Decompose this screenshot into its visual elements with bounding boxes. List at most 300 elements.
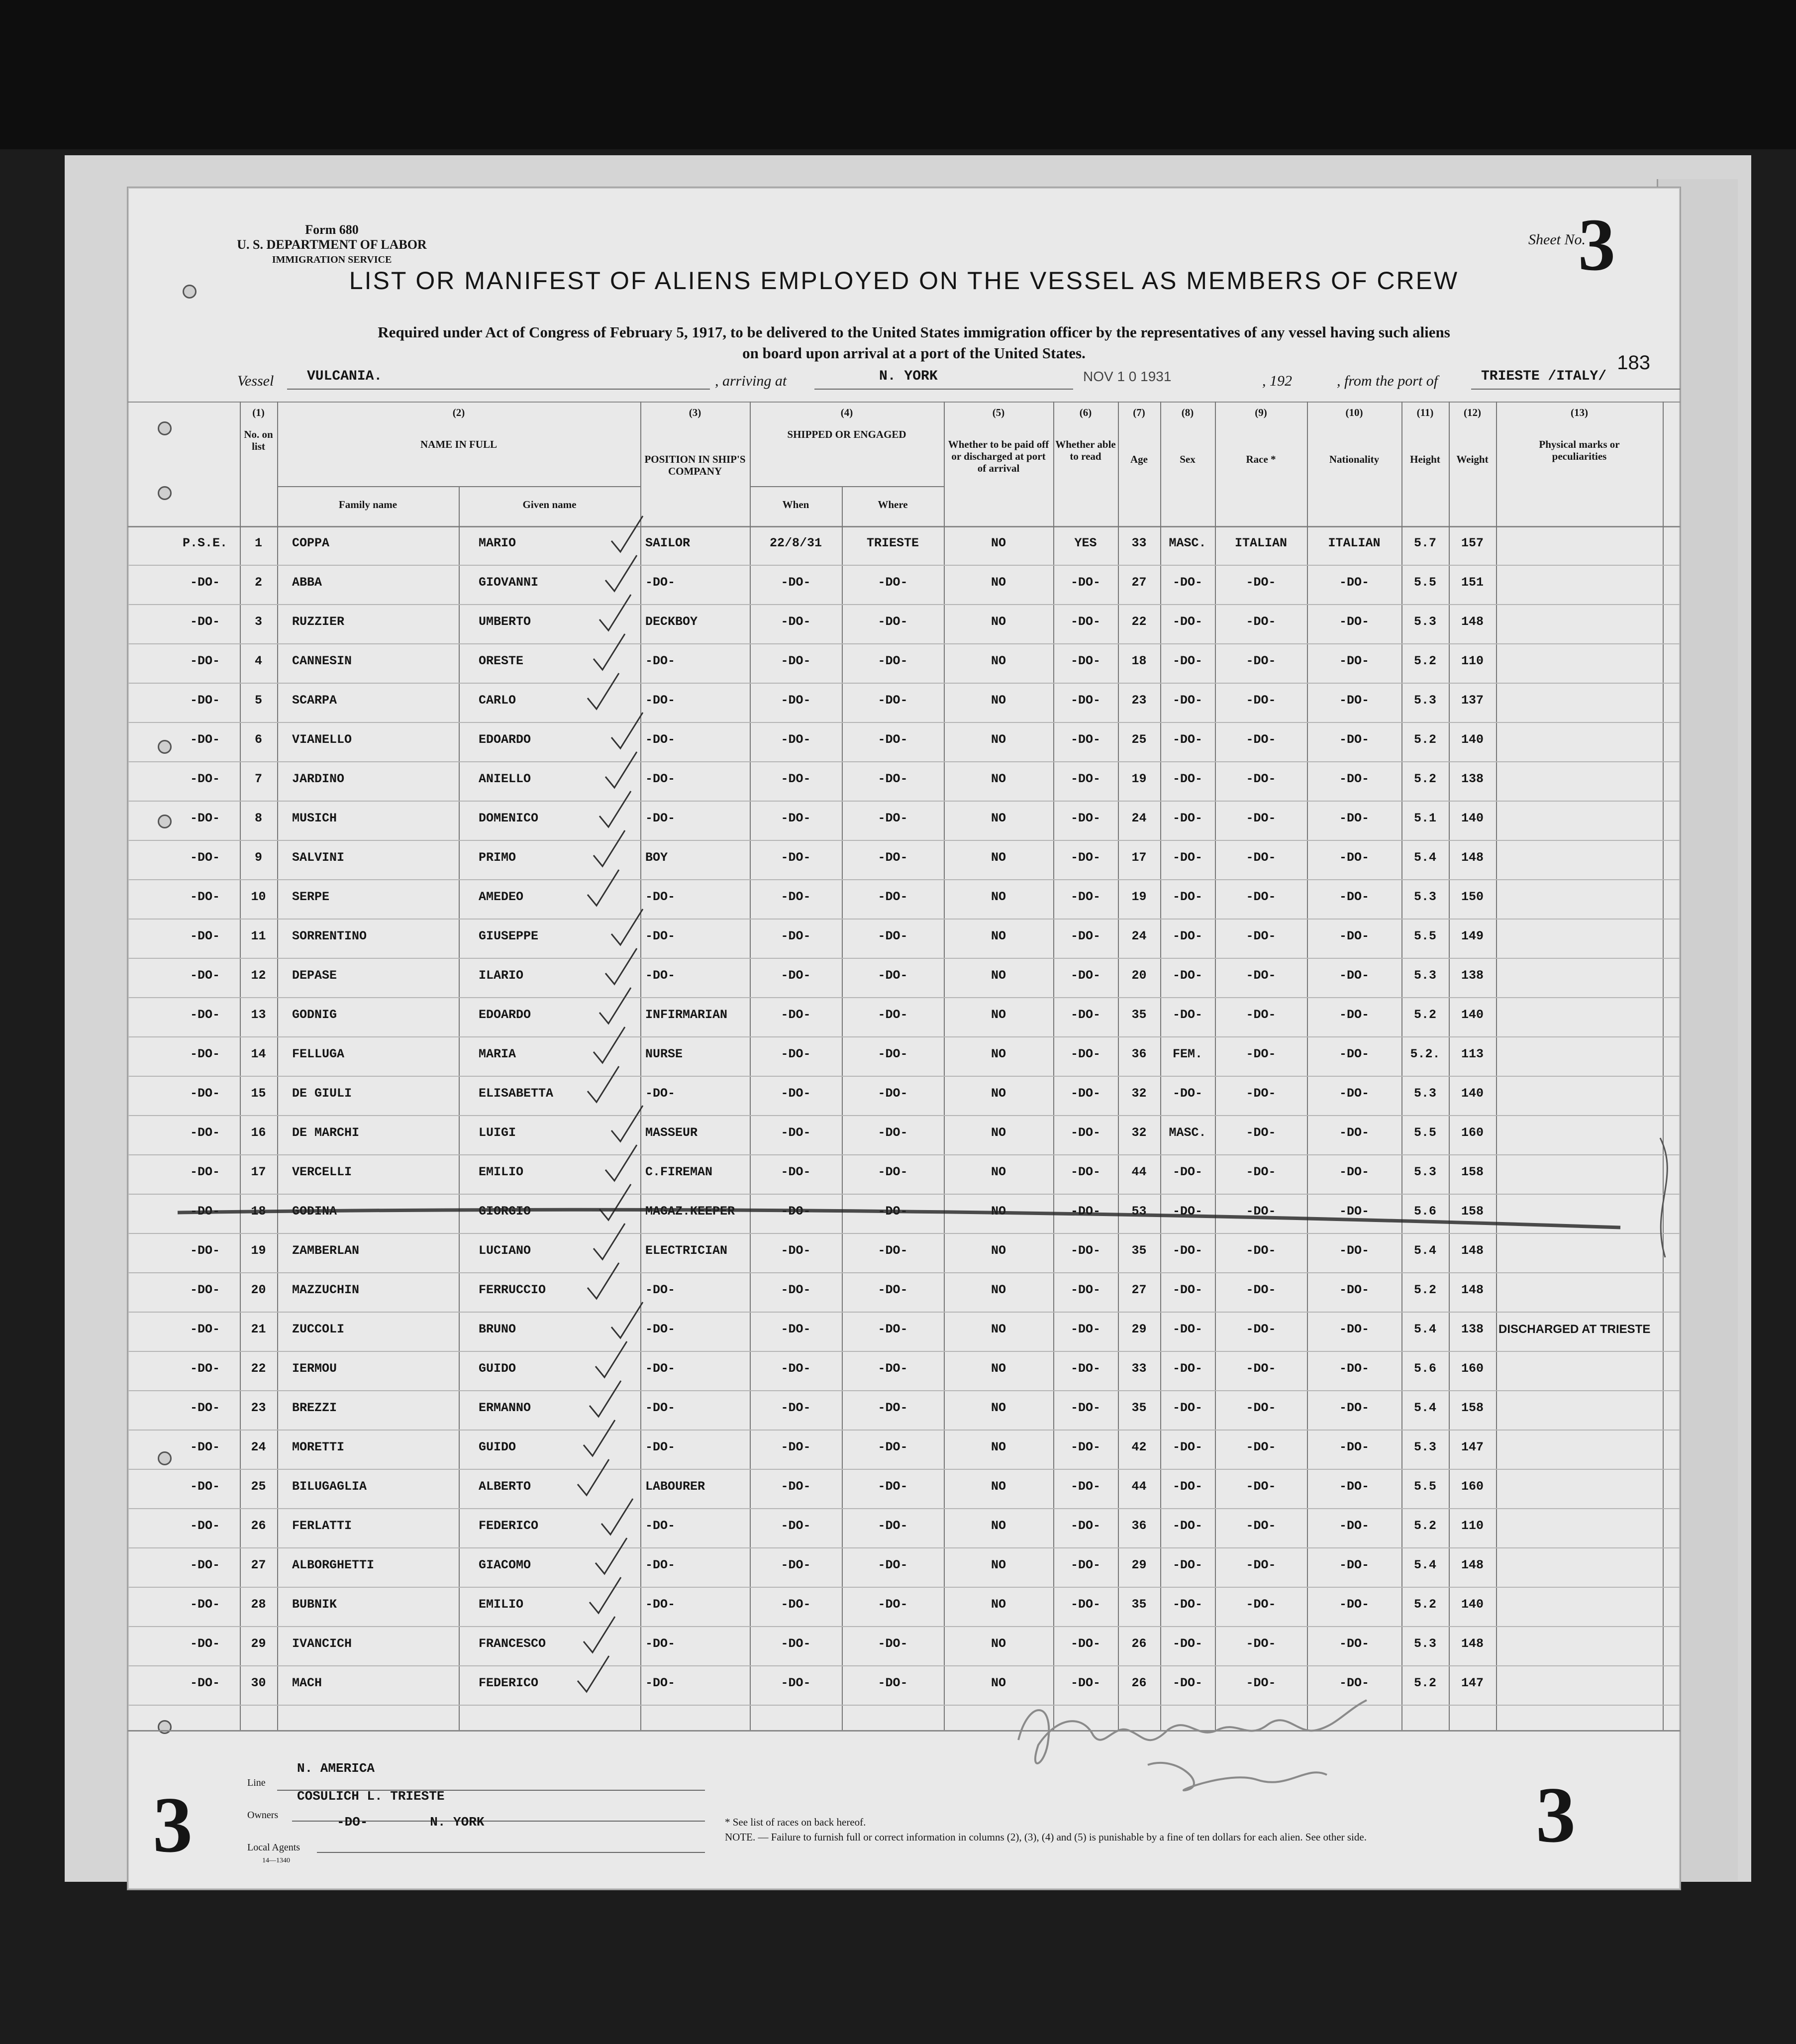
cell-nationality: -DO- <box>1339 1597 1369 1612</box>
cell-where: -DO- <box>878 1125 908 1140</box>
cell-sex: -DO- <box>1172 614 1202 629</box>
cell-read: -DO- <box>1070 1008 1100 1022</box>
cell-no: 24 <box>251 1440 266 1454</box>
tick-mark <box>590 1381 621 1417</box>
cell-position: -DO- <box>645 1322 676 1336</box>
col7-number: (7) <box>1133 407 1145 418</box>
cell-weight: 137 <box>1461 693 1484 708</box>
cell-no: 18 <box>251 1204 266 1219</box>
cell-sex: -DO- <box>1172 929 1202 943</box>
cell-no: 3 <box>254 614 262 629</box>
cell-remarks: DISCHARGED AT TRIESTE <box>1498 1323 1651 1336</box>
cell-when: -DO- <box>781 1479 811 1494</box>
cell-age: 22 <box>1131 614 1147 629</box>
footer-sheet-number-left: 3 <box>153 1780 193 1869</box>
cell-mark: -DO- <box>190 1008 220 1022</box>
scan-top-band <box>0 0 1796 149</box>
cell-weight: 110 <box>1461 1519 1484 1533</box>
cell-weight: 147 <box>1461 1440 1484 1454</box>
cell-given: GUIDO <box>479 1440 516 1454</box>
cell-family: BUBNIK <box>292 1597 337 1612</box>
cell-height: 5.3 <box>1413 1440 1436 1454</box>
cell-family: IVANCICH <box>292 1636 352 1651</box>
cell-given: GUIDO <box>479 1361 516 1376</box>
cell-when: -DO- <box>781 968 811 983</box>
cell-mark: -DO- <box>190 968 220 983</box>
cell-weight: 158 <box>1461 1401 1484 1415</box>
port-underline <box>1471 388 1680 390</box>
cell-position: -DO- <box>645 732 676 747</box>
agents-label: Local Agents <box>247 1842 300 1853</box>
cell-nationality: -DO- <box>1339 929 1369 943</box>
cell-race: -DO- <box>1246 732 1276 747</box>
cell-mark: -DO- <box>190 1361 220 1376</box>
cell-position: MASSEUR <box>645 1125 698 1140</box>
cell-weight: 160 <box>1461 1479 1484 1494</box>
cell-given: ANIELLO <box>479 772 531 786</box>
cell-given: FEDERICO <box>479 1519 539 1533</box>
tick-mark <box>584 1617 615 1652</box>
cell-position: -DO- <box>645 1558 676 1572</box>
cell-race: -DO- <box>1246 654 1276 668</box>
cell-given: EDOARDO <box>479 1008 531 1022</box>
voyage-line <box>237 369 1630 393</box>
cell-given: GIUSEPPE <box>479 929 539 943</box>
cell-mark: -DO- <box>190 1519 220 1533</box>
cell-weight: 148 <box>1461 1558 1484 1572</box>
cell-given: ERMANNO <box>479 1401 531 1415</box>
cell-weight: 147 <box>1461 1676 1484 1690</box>
cell-age: 33 <box>1131 536 1147 550</box>
tick-mark <box>588 1066 619 1102</box>
cell-age: 36 <box>1131 1519 1147 1533</box>
cell-race: -DO- <box>1246 1243 1276 1258</box>
cell-where: -DO- <box>878 1676 908 1690</box>
cell-position: C.FIREMAN <box>645 1165 713 1179</box>
cell-sex: -DO- <box>1172 1676 1202 1690</box>
cell-read: -DO- <box>1070 1125 1100 1140</box>
cell-height: 5.4 <box>1413 1558 1436 1572</box>
cell-given: LUIGI <box>479 1125 516 1140</box>
cell-weight: 110 <box>1461 654 1484 668</box>
cell-weight: 150 <box>1461 890 1484 904</box>
cell-position: -DO- <box>645 654 676 668</box>
cell-nationality: -DO- <box>1339 732 1369 747</box>
sheet-number: 3 <box>1578 204 1615 286</box>
cell-age: 33 <box>1131 1361 1147 1376</box>
cell-age: 29 <box>1131 1322 1147 1336</box>
cell-weight: 113 <box>1461 1047 1484 1061</box>
cell-read: -DO- <box>1070 1440 1100 1454</box>
cell-sex: -DO- <box>1172 575 1202 590</box>
cell-read: -DO- <box>1070 1361 1100 1376</box>
cell-race: -DO- <box>1246 811 1276 825</box>
cell-paid: NO <box>991 811 1006 825</box>
tick-mark <box>594 634 625 670</box>
cell-nationality: -DO- <box>1339 1440 1369 1454</box>
penalty-note: NOTE. — Failure to furnish full or correct information in columns (2), (3), (4) and (5) is punishable by a fine of ten dollars for each alien. See other side. <box>725 1831 1367 1843</box>
cell-where: -DO- <box>878 732 908 747</box>
cell-family: DEPASE <box>292 968 337 983</box>
cell-age: 36 <box>1131 1047 1147 1061</box>
cell-family: IERMOU <box>292 1361 337 1376</box>
cell-age: 18 <box>1131 654 1147 668</box>
line-value: N. AMERICA <box>297 1761 375 1776</box>
cell-mark: -DO- <box>190 890 220 904</box>
cell-family: FELLUGA <box>292 1047 345 1061</box>
cell-read: -DO- <box>1070 772 1100 786</box>
cell-height: 5.6 <box>1413 1204 1436 1219</box>
cell-given: GIORGIO <box>479 1204 531 1219</box>
cell-mark: -DO- <box>190 1440 220 1454</box>
given-name-header: Given name <box>522 499 577 511</box>
cell-age: 27 <box>1131 1283 1147 1297</box>
cell-nationality: -DO- <box>1339 1401 1369 1415</box>
col11-label: Height <box>1410 453 1440 465</box>
cell-given: EMILIO <box>479 1165 524 1179</box>
cell-family: MUSICH <box>292 811 337 825</box>
cell-height: 5.5 <box>1413 929 1436 943</box>
tick-mark <box>611 713 643 748</box>
cell-family: ABBA <box>292 575 322 590</box>
cell-age: 23 <box>1131 693 1147 708</box>
cell-family: COPPA <box>292 536 330 550</box>
cell-paid: NO <box>991 929 1006 943</box>
cell-no: 12 <box>251 968 266 983</box>
cell-weight: 140 <box>1461 1086 1484 1101</box>
subtitle-line-2: on board upon arrival at a port of the United States. <box>742 344 1086 362</box>
cell-read: -DO- <box>1070 1243 1100 1258</box>
cell-family: SERPE <box>292 890 330 904</box>
cell-nationality: -DO- <box>1339 1165 1369 1179</box>
cell-where: -DO- <box>878 890 908 904</box>
tick-mark <box>611 909 643 945</box>
cell-nationality: -DO- <box>1339 1519 1369 1533</box>
cell-weight: 148 <box>1461 614 1484 629</box>
cell-sex: -DO- <box>1172 1165 1202 1179</box>
cell-no: 1 <box>254 536 262 550</box>
cell-paid: NO <box>991 1322 1006 1336</box>
cell-paid: NO <box>991 1243 1006 1258</box>
cell-position: -DO- <box>645 1361 676 1376</box>
col5-label: Whether to be paid off or discharged at port of arrival <box>948 438 1049 474</box>
cell-no: 14 <box>251 1047 266 1061</box>
cell-race: -DO- <box>1246 1165 1276 1179</box>
cell-where: -DO- <box>878 1519 908 1533</box>
cell-family: RUZZIER <box>292 614 345 629</box>
cell-read: -DO- <box>1070 890 1100 904</box>
cell-position: -DO- <box>645 968 676 983</box>
cell-race: -DO- <box>1246 1008 1276 1022</box>
cell-sex: -DO- <box>1172 1243 1202 1258</box>
arriving-label: , arriving at <box>715 373 787 389</box>
vessel-label: Vessel <box>237 373 274 389</box>
cell-sex: FEM. <box>1172 1047 1202 1061</box>
cell-read: -DO- <box>1070 1597 1100 1612</box>
cell-no: 16 <box>251 1125 266 1140</box>
cell-weight: 158 <box>1461 1204 1484 1219</box>
cell-family: DE GIULI <box>292 1086 352 1101</box>
cell-height: 5.5 <box>1413 575 1436 590</box>
cell-where: -DO- <box>878 1086 908 1101</box>
cell-weight: 151 <box>1461 575 1484 590</box>
cell-given: CARLO <box>479 693 516 708</box>
cell-where: -DO- <box>878 614 908 629</box>
cell-height: 5.4 <box>1413 1322 1436 1336</box>
cell-weight: 140 <box>1461 811 1484 825</box>
tick-mark <box>605 752 637 788</box>
tick-mark <box>590 1577 621 1613</box>
cell-height: 5.2 <box>1413 1008 1436 1022</box>
cell-race: -DO- <box>1246 968 1276 983</box>
cell-paid: NO <box>991 772 1006 786</box>
cell-read: -DO- <box>1070 968 1100 983</box>
cell-height: 5.3 <box>1413 614 1436 629</box>
cell-race: -DO- <box>1246 850 1276 865</box>
cell-no: 10 <box>251 890 266 904</box>
cell-paid: NO <box>991 1165 1006 1179</box>
cell-given: AMEDEO <box>479 890 524 904</box>
cell-weight: 160 <box>1461 1361 1484 1376</box>
cell-weight: 149 <box>1461 929 1484 943</box>
cell-paid: NO <box>991 614 1006 629</box>
cell-where: -DO- <box>878 850 908 865</box>
department-name: U. S. DEPARTMENT OF LABOR <box>237 237 427 252</box>
cell-height: 5.2 <box>1413 1283 1436 1297</box>
cell-sex: -DO- <box>1172 1558 1202 1572</box>
cell-race: -DO- <box>1246 575 1276 590</box>
cell-no: 21 <box>251 1322 266 1336</box>
cell-nationality: -DO- <box>1339 1008 1369 1022</box>
cell-nationality: -DO- <box>1339 1676 1369 1690</box>
cell-paid: NO <box>991 968 1006 983</box>
owners-label: Owners <box>247 1810 279 1821</box>
cell-where: -DO- <box>878 1440 908 1454</box>
cell-given: FERRUCCIO <box>479 1283 546 1297</box>
cell-sex: MASC. <box>1169 1125 1206 1140</box>
cell-family: SCARPA <box>292 693 337 708</box>
cell-height: 5.3 <box>1413 693 1436 708</box>
col3-label: POSITION IN SHIP'S COMPANY <box>644 453 746 477</box>
cell-no: 8 <box>254 811 262 825</box>
cell-no: 11 <box>251 929 266 943</box>
cell-height: 5.4 <box>1413 850 1436 865</box>
col6-number: (6) <box>1079 407 1092 418</box>
cell-no: 2 <box>254 575 262 590</box>
cell-no: 25 <box>251 1479 266 1494</box>
cell-sex: -DO- <box>1172 968 1202 983</box>
cell-where: -DO- <box>878 575 908 590</box>
cell-mark: -DO- <box>190 1125 220 1140</box>
cell-when: -DO- <box>781 1008 811 1022</box>
cell-given: ALBERTO <box>479 1479 531 1494</box>
cell-nationality: -DO- <box>1339 1322 1369 1336</box>
cell-nationality: -DO- <box>1339 654 1369 668</box>
manifest-footer <box>128 1740 1680 1889</box>
cell-position: -DO- <box>645 1636 676 1651</box>
cell-height: 5.4 <box>1413 1401 1436 1415</box>
cell-no: 28 <box>251 1597 266 1612</box>
tick-mark <box>605 555 637 591</box>
tick-mark <box>596 1341 627 1377</box>
cell-sex: -DO- <box>1172 850 1202 865</box>
cell-read: -DO- <box>1070 811 1100 825</box>
cell-when: -DO- <box>781 1558 811 1572</box>
cell-paid: NO <box>991 1479 1006 1494</box>
cell-mark: -DO- <box>190 1676 220 1690</box>
cell-where: -DO- <box>878 693 908 708</box>
cell-nationality: -DO- <box>1339 890 1369 904</box>
cell-paid: NO <box>991 1047 1006 1061</box>
col1-number: (1) <box>252 407 265 418</box>
col12-label: Weight <box>1456 453 1489 465</box>
cell-height: 5.3 <box>1413 1165 1436 1179</box>
cell-where: -DO- <box>878 1243 908 1258</box>
cell-sex: -DO- <box>1172 1086 1202 1101</box>
col10-number: (10) <box>1345 407 1363 418</box>
cell-position: -DO- <box>645 1519 676 1533</box>
manifest-sheet <box>127 187 1681 1890</box>
cell-paid: NO <box>991 850 1006 865</box>
cell-nationality: -DO- <box>1339 614 1369 629</box>
cell-weight: 140 <box>1461 1597 1484 1612</box>
cell-no: 26 <box>251 1519 266 1533</box>
cell-position: -DO- <box>645 693 676 708</box>
cell-no: 6 <box>254 732 262 747</box>
col12-number: (12) <box>1464 407 1481 418</box>
cell-given: GIOVANNI <box>479 575 539 590</box>
tick-mark <box>601 1499 633 1534</box>
cell-where: -DO- <box>878 1361 908 1376</box>
cell-given: GIACOMO <box>479 1558 531 1572</box>
cell-read: -DO- <box>1070 1636 1100 1651</box>
col10-label: Nationality <box>1329 453 1380 465</box>
col13-number: (13) <box>1571 407 1588 418</box>
cell-mark: -DO- <box>190 772 220 786</box>
cell-when: -DO- <box>781 1401 811 1415</box>
cell-read: -DO- <box>1070 1401 1100 1415</box>
form-header <box>227 222 436 267</box>
page-number: 183 <box>1617 352 1650 374</box>
col2-label: NAME IN FULL <box>420 438 497 450</box>
service-name: IMMIGRATION SERVICE <box>272 254 392 265</box>
manifest-table <box>128 402 1680 1735</box>
owners-value: COSULICH L. TRIESTE <box>297 1789 445 1804</box>
cell-nationality: -DO- <box>1339 1558 1369 1572</box>
cell-when: -DO- <box>781 890 811 904</box>
cell-mark: -DO- <box>190 1322 220 1336</box>
family-name-header: Family name <box>338 499 398 511</box>
cell-read: -DO- <box>1070 732 1100 747</box>
cell-family: MAZZUCHIN <box>292 1283 360 1297</box>
cell-position: NURSE <box>645 1047 683 1061</box>
cell-height: 5.4 <box>1413 1243 1436 1258</box>
cell-sex: -DO- <box>1172 1401 1202 1415</box>
cell-height: 5.3 <box>1413 890 1436 904</box>
cell-where: -DO- <box>878 1204 908 1219</box>
cell-race: -DO- <box>1246 1204 1276 1219</box>
cell-when: -DO- <box>781 1361 811 1376</box>
cell-nationality: -DO- <box>1339 1086 1369 1101</box>
tick-mark <box>594 1224 625 1259</box>
from-port-label: , from the port of <box>1337 373 1438 389</box>
cell-paid: NO <box>991 1125 1006 1140</box>
cell-paid: NO <box>991 732 1006 747</box>
cell-race: -DO- <box>1246 1283 1276 1297</box>
cell-when: -DO- <box>781 929 811 943</box>
sheet-number-label: Sheet No. <box>1528 231 1586 248</box>
cell-read: -DO- <box>1070 1676 1100 1690</box>
cell-height: 5.1 <box>1413 811 1436 825</box>
cell-race: -DO- <box>1246 1401 1276 1415</box>
document-title: LIST OR MANIFEST OF ALIENS EMPLOYED ON THE VESSEL AS MEMBERS OF CREW <box>349 267 1459 295</box>
cell-when: -DO- <box>781 693 811 708</box>
cell-height: 5.2 <box>1413 654 1436 668</box>
cell-when: -DO- <box>781 614 811 629</box>
cell-sex: -DO- <box>1172 1636 1202 1651</box>
cell-no: 27 <box>251 1558 266 1572</box>
cell-weight: 140 <box>1461 732 1484 747</box>
cell-given: ILARIO <box>479 968 524 983</box>
cell-family: MACH <box>292 1676 322 1690</box>
cell-paid: NO <box>991 1558 1006 1572</box>
cell-family: VIANELLO <box>292 732 352 747</box>
cell-where: -DO- <box>878 1283 908 1297</box>
cell-nationality: ITALIAN <box>1328 536 1381 550</box>
cell-mark: -DO- <box>190 1401 220 1415</box>
document-subtitle <box>217 322 1610 364</box>
cell-mark: -DO- <box>190 1086 220 1101</box>
cell-sex: -DO- <box>1172 1361 1202 1376</box>
cell-family: BILUGAGLIA <box>292 1479 367 1494</box>
cell-given: EMILIO <box>479 1597 524 1612</box>
cell-age: 20 <box>1131 968 1147 983</box>
cell-read: -DO- <box>1070 1204 1100 1219</box>
cell-weight: 148 <box>1461 850 1484 865</box>
cell-weight: 138 <box>1461 1322 1484 1336</box>
cell-family: ZUCCOLI <box>292 1322 345 1336</box>
cell-family: DE MARCHI <box>292 1125 360 1140</box>
cell-height: 5.2 <box>1413 732 1436 747</box>
cell-age: 53 <box>1131 1204 1147 1219</box>
cell-paid: NO <box>991 1597 1006 1612</box>
where-header: Where <box>878 499 908 511</box>
cell-position: -DO- <box>645 1401 676 1415</box>
col8-number: (8) <box>1181 407 1194 418</box>
arrival-port: N. YORK <box>879 369 938 384</box>
col2-number: (2) <box>452 407 465 418</box>
cell-given: BRUNO <box>479 1322 516 1336</box>
cell-read: -DO- <box>1070 654 1100 668</box>
cell-when: -DO- <box>781 772 811 786</box>
cell-race: -DO- <box>1246 614 1276 629</box>
cell-family: JARDINO <box>292 772 345 786</box>
cell-family: ALBORGHETTI <box>292 1558 375 1572</box>
cell-when: -DO- <box>781 850 811 865</box>
cell-nationality: -DO- <box>1339 1243 1369 1258</box>
cell-age: 25 <box>1131 732 1147 747</box>
cell-nationality: -DO- <box>1339 1204 1369 1219</box>
cell-where: -DO- <box>878 1479 908 1494</box>
cell-race: -DO- <box>1246 890 1276 904</box>
cell-nationality: -DO- <box>1339 575 1369 590</box>
col9-number: (9) <box>1255 407 1267 418</box>
cell-family: MORETTI <box>292 1440 345 1454</box>
cell-sex: -DO- <box>1172 732 1202 747</box>
cell-nationality: -DO- <box>1339 1047 1369 1061</box>
cell-race: -DO- <box>1246 1361 1276 1376</box>
cell-no: 9 <box>254 850 262 865</box>
